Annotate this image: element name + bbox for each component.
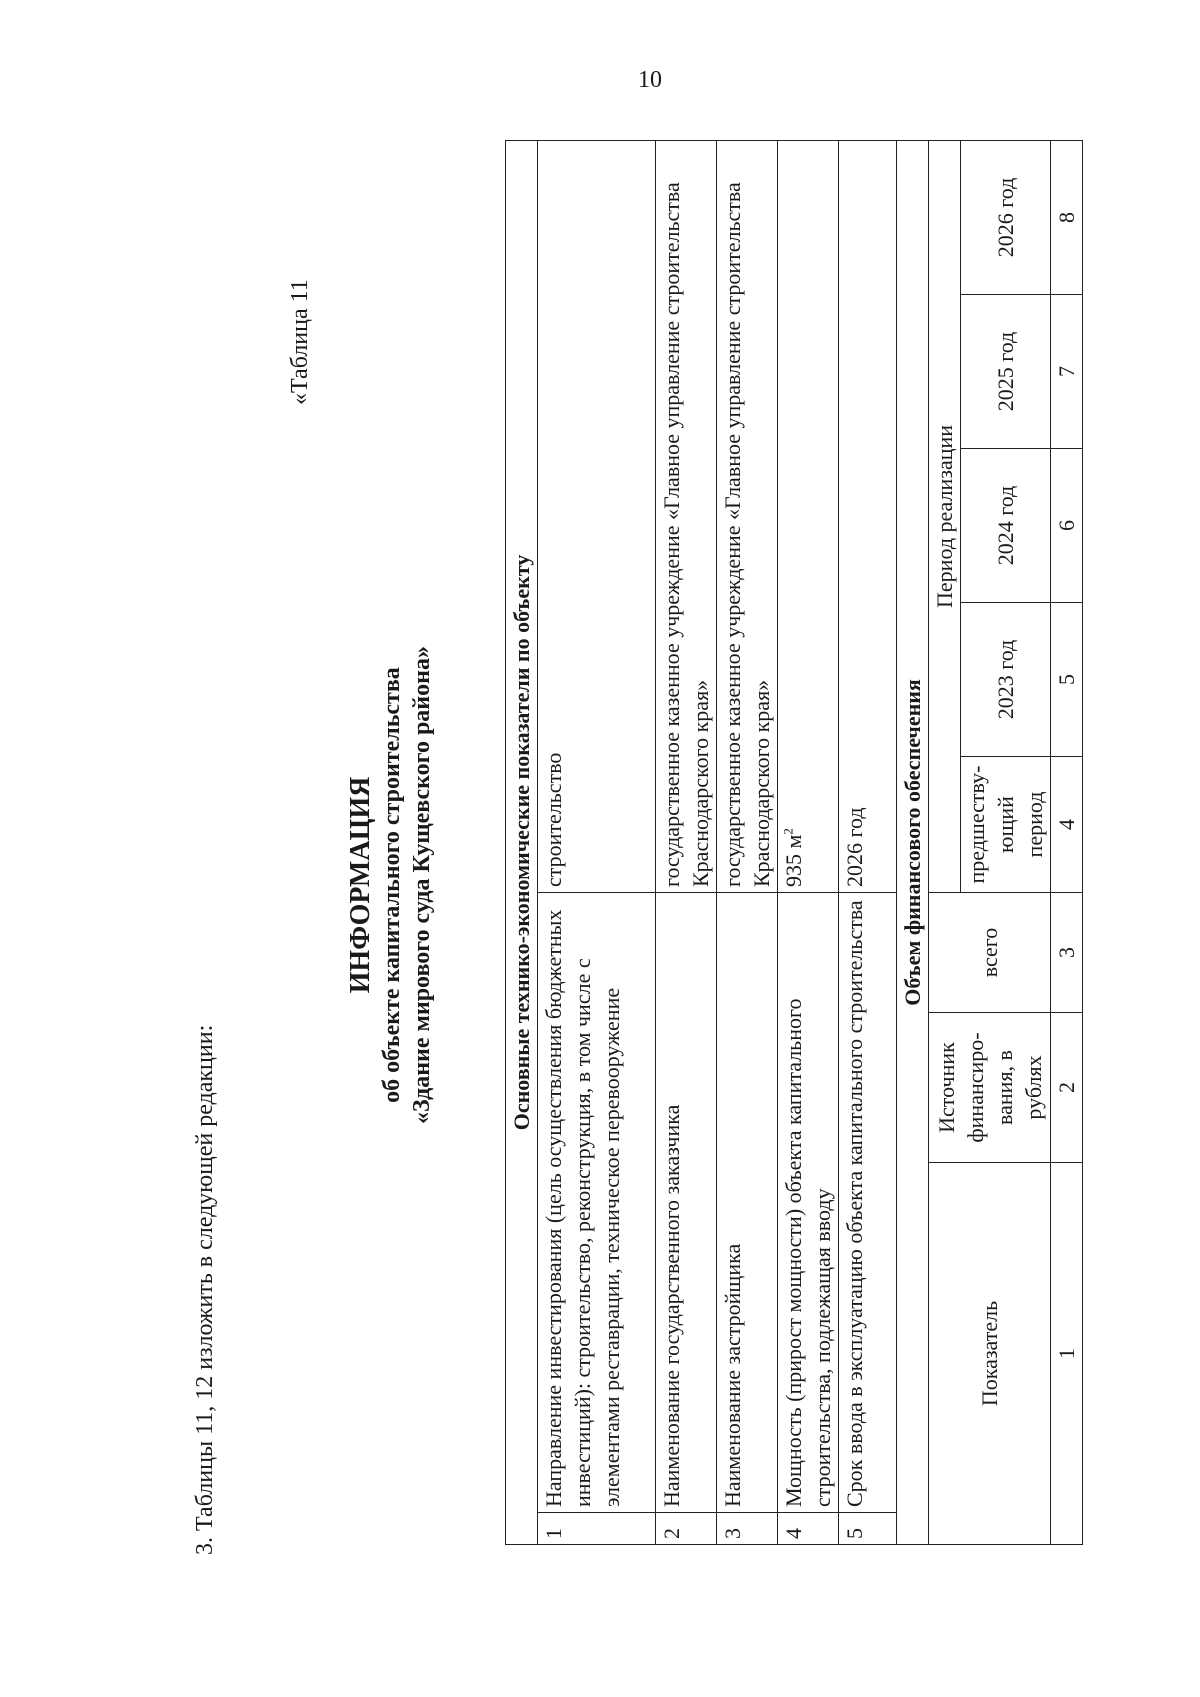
col-year: 2026 год <box>961 140 1051 294</box>
col-year: 2023 год <box>961 603 1051 757</box>
col-number: 7 <box>1051 295 1083 449</box>
table-row <box>717 140 778 1544</box>
table-row <box>839 140 897 1544</box>
object-info-table <box>505 140 1083 1545</box>
col-number: 2 <box>1051 1013 1083 1163</box>
row-number: 4 <box>778 1513 839 1545</box>
document-title <box>345 595 437 1175</box>
financing-header: Объем финансового обеспечения <box>897 140 929 1544</box>
page-number: 10 <box>638 67 662 93</box>
col-number: 4 <box>1051 757 1083 893</box>
col-year: 2025 год <box>961 295 1051 449</box>
indicators-header-row <box>506 140 538 1544</box>
row-number: 5 <box>839 1513 897 1545</box>
col-number: 1 <box>1051 1163 1083 1545</box>
row-number: 1 <box>538 1513 656 1545</box>
col-period-group: Период реализации <box>929 140 961 892</box>
row-value <box>778 140 839 892</box>
col-number: 6 <box>1051 449 1083 603</box>
table-label: «Таблица 11 <box>287 279 313 405</box>
col-year: 2024 год <box>961 449 1051 603</box>
column-numbers-row <box>1051 140 1083 1544</box>
col-number: 8 <box>1051 140 1083 294</box>
title-object-name: «Здание мирового суда Кущевского района» <box>409 646 435 1124</box>
row-label: Наименование застройщика <box>717 893 778 1513</box>
row-number: 2 <box>656 1513 717 1545</box>
col-total: всего <box>929 893 1051 1013</box>
row-value: строительство <box>538 140 656 892</box>
table-row <box>538 140 656 1544</box>
col-prior-period: предшеству-ющий период <box>961 757 1051 893</box>
row-label: Наименование государственного заказчика <box>656 893 717 1513</box>
row-value: государственное казенное учреждение «Главное управление строительства Краснодарского края» <box>656 140 717 892</box>
rotated-content <box>185 125 1079 1555</box>
financing-column-header-row <box>929 140 961 1544</box>
financing-header-row <box>897 140 929 1544</box>
table-row <box>778 140 839 1544</box>
title-main: ИНФОРМАЦИЯ <box>345 776 376 994</box>
col-number: 5 <box>1051 603 1083 757</box>
row-label: Направление инвестирования (цель осуществления бюджетных инвестиций): строительство, реконструкция, в том числе с элементами реставрации, техническое перевооружение <box>538 893 656 1513</box>
row-label: Срок ввода в эксплуатацию объекта капитального строительства <box>839 893 897 1513</box>
table-row <box>656 140 717 1544</box>
indicators-header: Основные технико-экономические показатели по объекту <box>506 140 538 1544</box>
capacity-value: 935 м <box>781 834 806 887</box>
intro-text: 3. Таблицы 11, 12 изложить в следующей редакции: <box>192 1024 218 1555</box>
row-label: Мощность (прирост мощности) объекта капитального строительства, подлежащая вводу <box>778 893 839 1513</box>
row-value: 2026 год <box>839 140 897 892</box>
col-number: 3 <box>1051 893 1083 1013</box>
col-indicator: Показатель <box>929 1163 1051 1545</box>
row-number: 3 <box>717 1513 778 1545</box>
unit-superscript: 2 <box>780 828 796 835</box>
row-value: государственное казенное учреждение «Главное управление строительства Краснодарского края» <box>717 140 778 892</box>
col-source: Источник финансиро-вания, в рублях <box>929 1013 1051 1163</box>
title-subtitle: об объекте капитального строительства <box>379 667 405 1103</box>
